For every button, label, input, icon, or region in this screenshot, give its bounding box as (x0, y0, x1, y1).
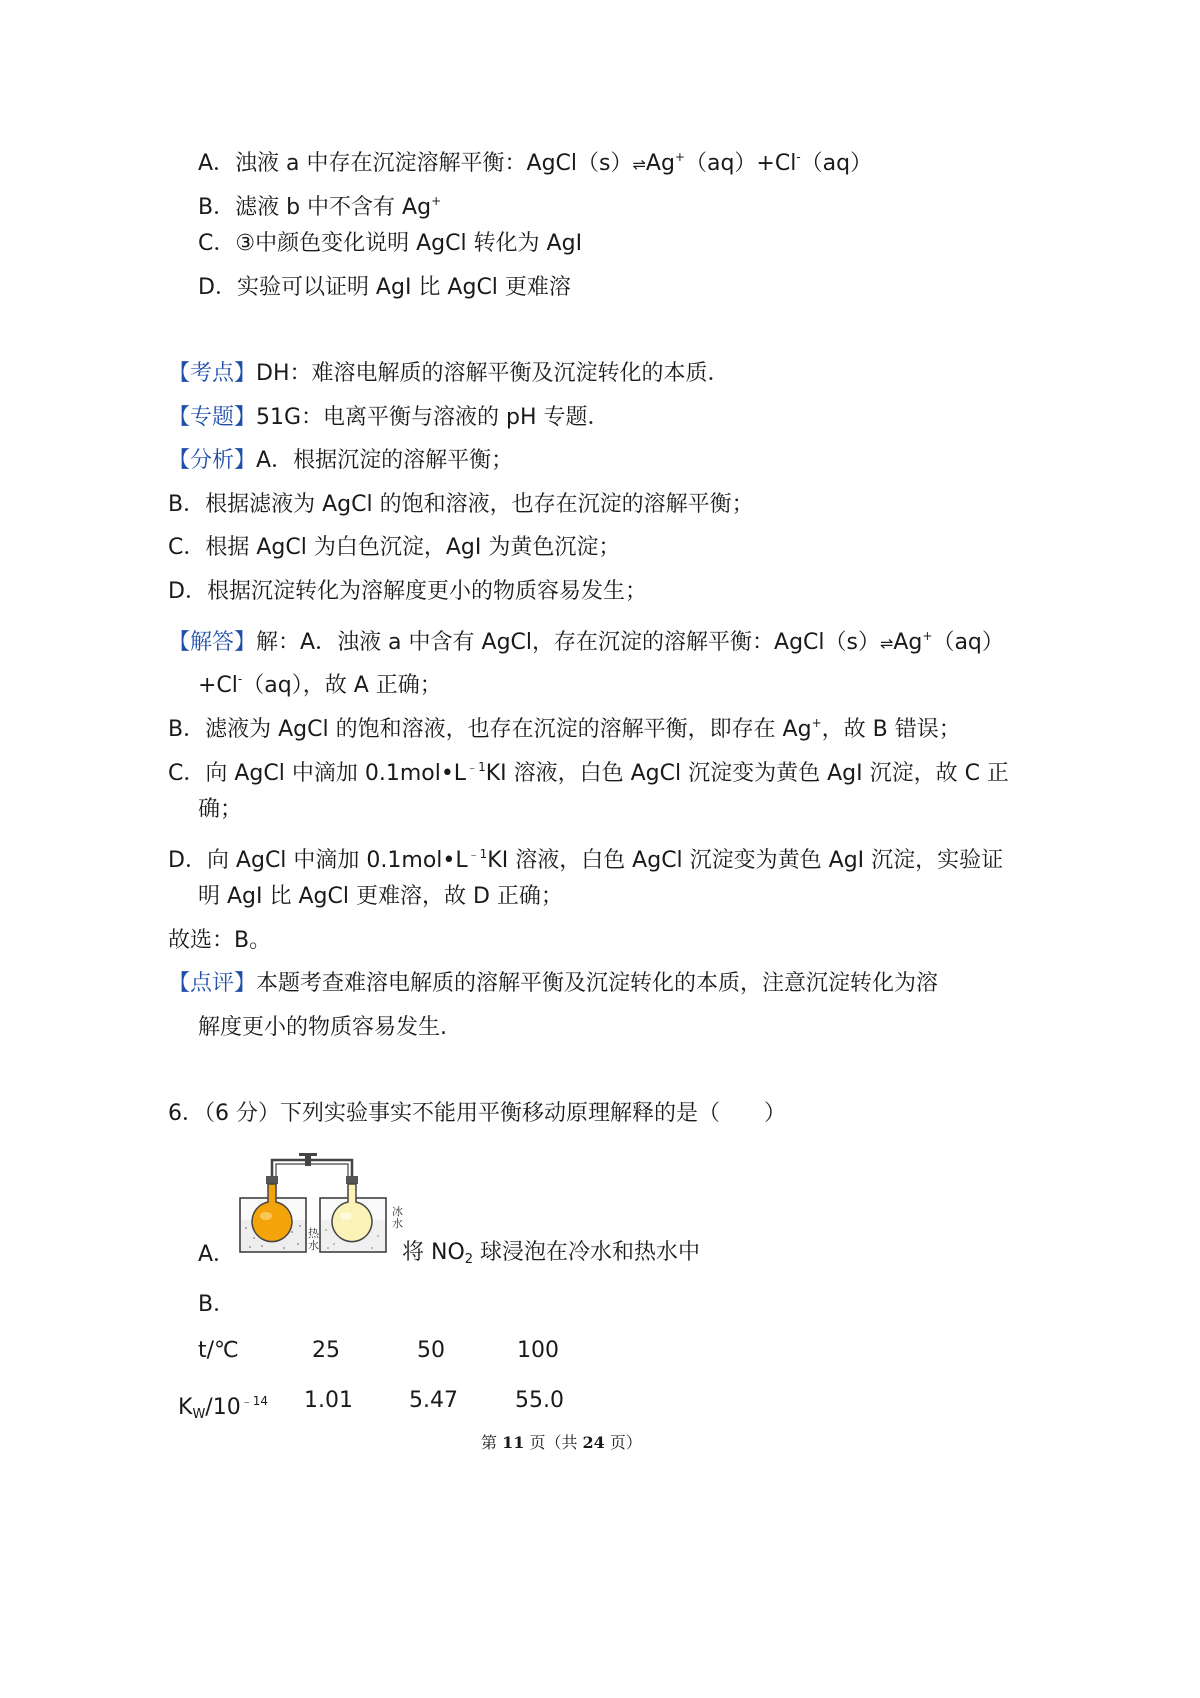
answer-line: 故选：B。 (168, 928, 272, 953)
kaodian-line: 【考点】DH：难溶电解质的溶解平衡及沉淀转化的本质． (168, 361, 730, 386)
table-header-label: t/℃ (198, 1338, 239, 1363)
jieda-b: B．滤液为 AgCl 的饱和溶液，也存在沉淀的溶解平衡，即存在 Ag+，故 B 错误； (168, 716, 961, 742)
jieda-a-line2: +Cl-（aq），故 A 正确； (198, 672, 442, 698)
ice-water-label: 冰水 (392, 1205, 403, 1230)
fenxi-d: D．根据沉淀转化为溶解度更小的物质容易发生； (168, 579, 647, 604)
zhuanti-tag: 【专题】 (168, 405, 257, 430)
fenxi-tag: 【分析】 (168, 448, 257, 473)
jieda-c-line1: C．向 AgCl 中滴加 $0.1mol•L^{﹣1}KI$ 溶液，白色 AgCl 沉淀变为黄色 AgI 沉淀，故 C 正 (168, 760, 1009, 786)
table-temp: 25 (312, 1338, 340, 1363)
table-kw-value: 5.47 (409, 1388, 458, 1413)
jieda-a-line1: 【解答】解：A．浊液 a 中含有 AgCl，存在沉淀的溶解平衡：AgCl（s）⇌Ag+（aq） (168, 629, 1004, 655)
table-kw-value: 55.0 (515, 1388, 564, 1413)
option-a: A．浊液 a 中存在沉淀溶解平衡：AgCl（s）⇌Ag+（aq）+Cl-（aq） (198, 150, 873, 176)
fenxi-b: B．根据滤液为 AgCl 的饱和溶液，也存在沉淀的溶解平衡； (168, 492, 754, 517)
kaodian-tag: 【考点】 (168, 361, 257, 386)
table-kw-value: 1.01 (304, 1388, 353, 1413)
jieda-d-line1: D．向 AgCl 中滴加 $0.1mol•L^{﹣1}KI$ 溶液，白色 AgCl 沉淀变为黄色 AgI 沉淀，实验证 (168, 847, 1004, 873)
table-temp: 100 (517, 1338, 559, 1363)
option-d: D．实验可以证明 AgI 比 AgCl 更难溶 (198, 275, 571, 300)
table-row-label: $K_W/10^{﹣14}$ (178, 1394, 268, 1422)
table-temp: 50 (417, 1338, 445, 1363)
dianping-line2: 解度更小的物质容易发生. (198, 1015, 447, 1040)
dianping-tag: 【点评】 (168, 971, 257, 996)
jieda-tag: 【解答】 (168, 630, 257, 655)
jieda-d-line2: 明 AgI 比 AgCl 更难溶，故 D 正确； (198, 884, 563, 909)
q6-stem: 6．（6 分）下列实验事实不能用平衡移动原理解释的是（ ） (168, 1101, 786, 1126)
dianping-line1: 【点评】本题考查难溶电解质的溶解平衡及沉淀转化的本质，注意沉淀转化为溶 (168, 971, 939, 996)
option-c: C．③中颜色变化说明 AgCl 转化为 AgI (198, 231, 583, 256)
hot-water-label: 热水 (308, 1227, 319, 1252)
option-b: B．滤液 b 中不含有 Ag+ (198, 194, 442, 220)
zhuanti-line: 【专题】51G：电离平衡与溶液的 pH 专题． (168, 405, 610, 430)
jieda-c-line2: 确； (198, 797, 243, 822)
q6-option-a-text: 将 $NO_2$ 球浸泡在冷水和热水中 (402, 1240, 701, 1267)
fenxi-line: 【分析】A．根据沉淀的溶解平衡； (168, 448, 514, 473)
page-footer: 第 11 页（共 24 页） (481, 1433, 642, 1452)
q6-option-a-label: A． (198, 1242, 236, 1267)
q6-option-b-label: B． (198, 1292, 236, 1317)
fenxi-c: C．根据 AgCl 为白色沉淀，AgI 为黄色沉淀； (168, 535, 621, 560)
